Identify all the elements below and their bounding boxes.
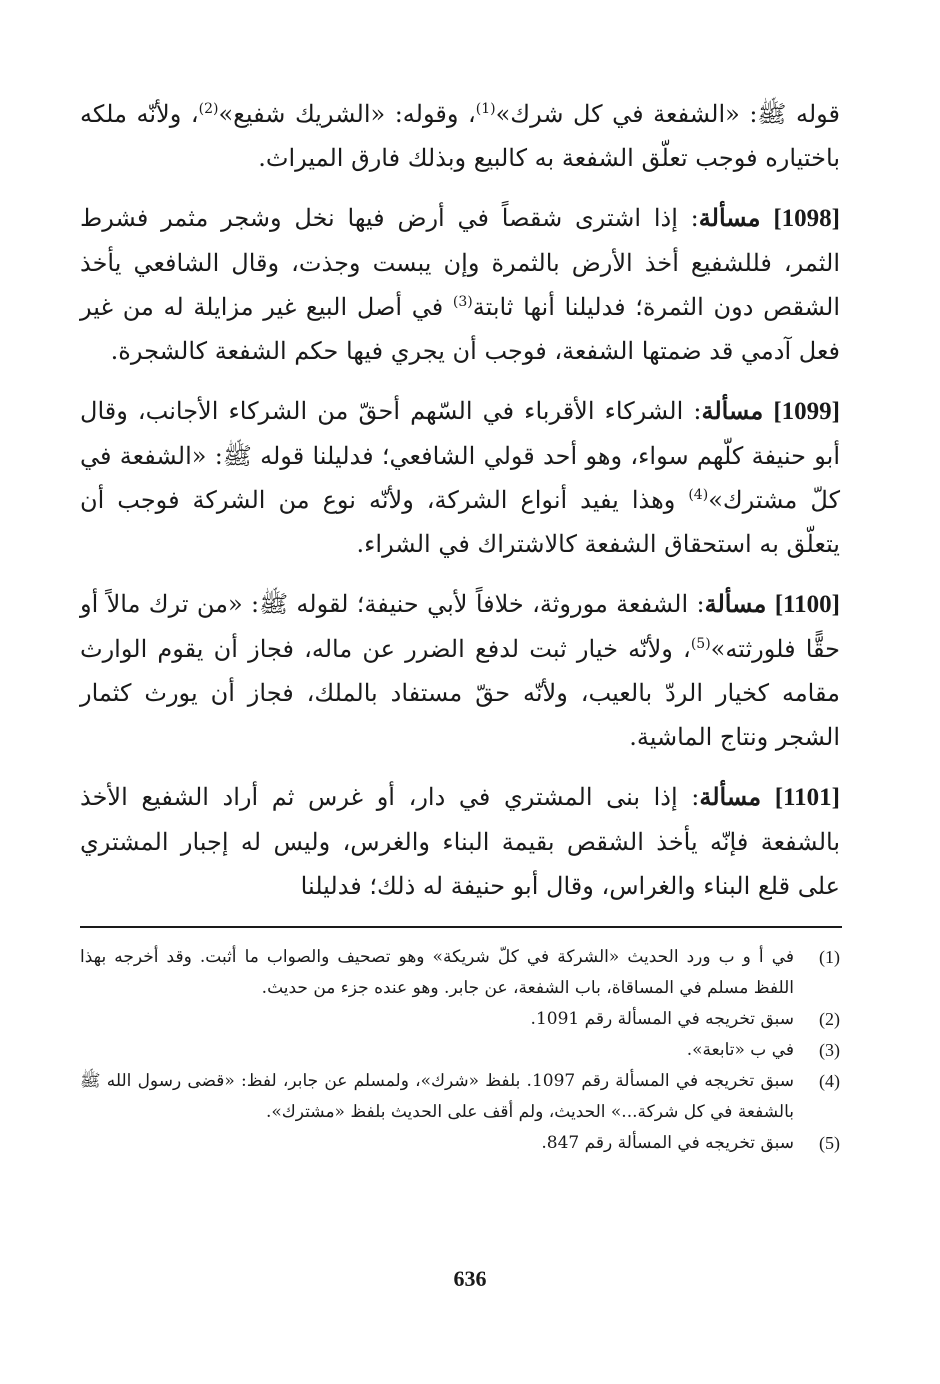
issue-number: [1098] — [773, 205, 840, 232]
footnote-text: سبق تخريجه في المسألة رقم 1091. — [530, 1009, 794, 1029]
footnote-ref-2[interactable]: (2) — [198, 101, 219, 117]
issue-text: : إذا بنى المشتري في دار، أو غرس ثم أراد الشفيع الأخذ بالشفعة فإنّه يأخذ الشقص بقيمة البناء والغرس، وليس له إجبار المشتري على قلع البناء والغراس، وقال أبو حنيفة له ذلك؛ فدليلنا — [80, 783, 841, 900]
issue-number: [1100] — [774, 591, 840, 618]
footnote-mark: (5) — [819, 1133, 840, 1153]
issue-text: وهذا يفيد أنواع الشركة، ولأنّه نوع من الشركة فوجب أن يتعلّق به استحقاق الشفعة كالاشتراك في الشراء. — [80, 486, 840, 558]
issue-1098 — [80, 196, 840, 373]
footnote-ref-1[interactable]: (1) — [475, 101, 496, 117]
footnote-mark: (4) — [819, 1071, 840, 1091]
issue-1101 — [80, 775, 840, 908]
footnote-text: في أ و ب ورد الحديث «الشركة في كلّ شريكة» وهو تصحيف والصواب ما أثبت. وقد أخرجه بهذا اللفظ مسلم في المساقاة، باب الشفعة، عن جابر. وهو عنده جزء من حديث. — [80, 947, 794, 998]
footnote-text: سبق تخريجه في المسألة رقم 847. — [541, 1133, 794, 1153]
issue-text: : الشركاء الأقرباء في السّهم أحقّ من الشركاء الأجانب، وقال أبو حنيفة كلّهم سواء، وهو أحد قولي الشافعي؛ فدليلنا قوله ﷺ: «الشفعة في كلّ مشترك» — [80, 397, 840, 514]
issue-label: مسألة — [704, 589, 767, 618]
issue-label: مسألة — [699, 782, 762, 811]
footnote-item — [80, 1066, 840, 1128]
page-number: 636 — [453, 1266, 487, 1291]
footnote-mark: (1) — [819, 947, 840, 967]
footnote-mark: (3) — [819, 1040, 840, 1060]
footnote-item — [80, 1004, 840, 1035]
issue-1100 — [80, 582, 840, 759]
footnotes — [80, 942, 840, 1159]
footnote-item — [80, 942, 840, 1004]
issue-text: في أصل البيع غير مزايلة له من غير فعل آدمي قد ضمتها الشفعة، فوجب أن يجري فيها حكم الشفعة كالشجرة. — [80, 293, 840, 365]
footnote-mark: (2) — [819, 1009, 840, 1029]
intro-text-3: ، ولأنّه ملكه باختياره فوجب تعلّق الشفعة به كالبيع وبذلك فارق الميراث. — [80, 100, 840, 172]
footnote-text: سبق تخريجه في المسألة رقم 1097. بلفظ «شرك»، ولمسلم عن جابر، لفظ: «قضى رسول الله ﷺ بالشفعة في كل شركة...» الحديث، ولم أقف على الحديث بلفظ «مشترك». — [80, 1071, 794, 1122]
footnote-divider — [80, 926, 842, 928]
issue-number: [1099] — [773, 398, 840, 425]
footnote-ref-3[interactable]: (3) — [452, 294, 473, 310]
issue-number: [1101] — [774, 784, 840, 811]
footnote-ref-5[interactable]: (5) — [690, 636, 711, 652]
issue-text: : إذا اشترى شقصاً في أرض فيها نخل وشجر مثمر فشرط الثمر، فللشفيع أخذ الأرض بالثمرة وإن يبست وجذت، وقال الشافعي يأخذ الشقص دون الثمرة؛ فدليلنا أنها ثابتة — [80, 204, 840, 321]
intro-text-2: ، وقوله: «الشريك شفيع» — [218, 100, 476, 128]
main-text — [80, 92, 840, 924]
intro-text-1: قوله ﷺ: «الشفعة في كل شرك» — [495, 100, 841, 128]
footnote-item — [80, 1035, 840, 1066]
issue-text: ، ولأنّه خيار ثبت لدفع الضرر عن ماله، فجاز أن يقوم الوارث مقامه كخيار الردّ بالعيب، ولأنّه حقّ مستفاد بالملك، فجاز أن يورث كثمار الشجر ونتاج الماشية. — [80, 635, 840, 751]
issue-label: مسألة — [701, 396, 764, 425]
intro-paragraph — [80, 92, 840, 180]
issue-1099 — [80, 389, 840, 566]
footnote-ref-4[interactable]: (4) — [688, 487, 709, 503]
issue-text: : الشفعة موروثة، خلافاً لأبي حنيفة؛ لقوله ﷺ: «من ترك مالاً أو حقًّا فلورثته» — [80, 590, 841, 663]
footnote-text: في ب «تابعة». — [686, 1040, 794, 1060]
issue-label: مسألة — [698, 203, 761, 232]
footnote-item — [80, 1128, 840, 1159]
